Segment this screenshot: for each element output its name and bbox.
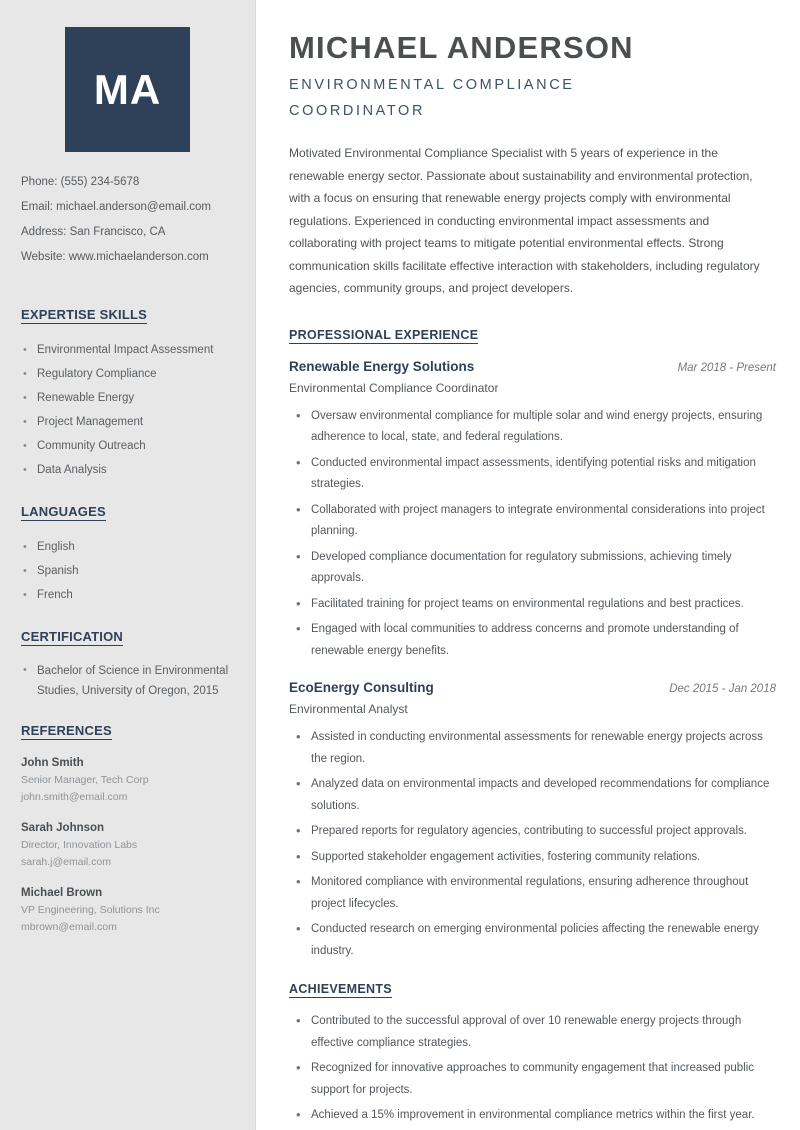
list-item: • Analyzed data on environmental impacts and developed recommendations for compliance solutions.: [289, 774, 776, 817]
job-company: EcoEnergy Consulting: [289, 680, 434, 695]
list-item: • English: [21, 535, 239, 559]
sidebar-sections: [21, 306, 239, 957]
job-company: Renewable Energy Solutions: [289, 358, 475, 374]
achievements-heading: ACHIEVEMENTS: [289, 982, 392, 996]
job-entry: [289, 357, 776, 663]
reference-item: [21, 884, 239, 936]
list-item: • Data Analysis: [21, 458, 239, 482]
job-role: Environmental Compliance Coordinator: [289, 380, 499, 395]
reference-item: [21, 754, 239, 806]
list-item: • Engaged with local communities to address concerns and promote understanding of renewable energy benefits.: [289, 619, 776, 662]
experience-heading: PROFESSIONAL EXPERIENCE: [289, 327, 479, 342]
references-section: [21, 722, 239, 936]
list-item: • Monitored compliance with environmental regulations, ensuring adherence throughout project lifecycles.: [289, 872, 776, 915]
contact-address: Address: San Francisco, CA: [21, 226, 166, 238]
expertise-skills-list: [21, 338, 239, 482]
references-heading: REFERENCES: [21, 723, 112, 738]
list-item: • Recognized for innovative approaches to community engagement that increased public support for projects.: [289, 1058, 776, 1101]
list-item: • Conducted research on emerging environmental policies affecting the renewable energy industry.: [289, 919, 776, 962]
list-item: • Developed compliance documentation for regulatory submissions, achieving timely approvals.: [289, 547, 776, 590]
list-item: • Prepared reports for regulatory agencies, contributing to successful project approvals.: [289, 821, 776, 843]
contact-website[interactable]: Website: www.michaelanderson.com: [21, 251, 209, 263]
list-item: • Conducted environmental impact assessments, identifying potential risks and mitigation strategies.: [289, 453, 776, 496]
languages-list: [21, 535, 239, 607]
job-bullet-list: [289, 727, 776, 962]
list-item: • Bachelor of Science in Environmental Studies, University of Oregon, 2015: [21, 660, 239, 701]
summary-paragraph: Motivated Environmental Compliance Specialist with 5 years of experience in the renewable energy sector. Passionate about sustainability and environmental protection, with a focus on ensuring that renewable energy projects comply with environmental regulations. Experienced in conducting environmental impact assessments and collaborating with project teams to mitigate potential environmental effects. Strong communication skills facilitate effective interaction with stakeholders, including regulatory agencies, community groups, and project developers.: [289, 146, 760, 295]
job-dates: Dec 2015 - Jan 2018: [669, 683, 776, 695]
reference-role: Senior Manager, Tech Corp: [21, 774, 149, 786]
certification-list: [21, 660, 239, 701]
job-role: Environmental Analyst: [289, 702, 408, 716]
list-item: • Renewable Energy: [21, 386, 239, 410]
list-item: • Spanish: [21, 559, 239, 583]
professional-title: ENVIRONMENTAL COMPLIANCE COORDINATOR: [289, 77, 575, 119]
list-item: • Regulatory Compliance: [21, 362, 239, 386]
job-bullet-list: [289, 406, 776, 663]
reference-name: John Smith: [21, 757, 84, 769]
avatar: [65, 27, 190, 152]
achievements-section: [289, 980, 776, 1127]
job-header-row: [289, 357, 776, 378]
reference-item: [21, 819, 239, 871]
expertise-skills-section: [21, 306, 239, 482]
list-item: • Facilitated training for project teams on environmental regulations and best practices.: [289, 594, 776, 616]
reference-name: Sarah Johnson: [21, 822, 105, 834]
reference-role: VP Engineering, Solutions Inc: [21, 904, 160, 916]
experience-section: [289, 326, 776, 963]
list-item: • Collaborated with project managers to integrate environmental considerations into project planning.: [289, 500, 776, 543]
certification-heading: CERTIFICATION: [21, 629, 124, 644]
job-entry: [289, 678, 776, 962]
list-item: • Environmental Impact Assessment: [21, 338, 239, 362]
main-content: [257, 0, 800, 1130]
list-item: • Oversaw environmental compliance for multiple solar and wind energy projects, ensuring adherence to local, state, and federal regulations.: [289, 406, 776, 449]
list-item: • Project Management: [21, 410, 239, 434]
list-item: • Community Outreach: [21, 434, 239, 458]
achievements-list: [289, 1011, 776, 1127]
page-title: MICHAEL ANDERSON: [289, 30, 634, 65]
reference-role: Director, Innovation Labs: [21, 839, 138, 851]
contact-phone: Phone: (555) 234-5678: [21, 176, 140, 188]
contact-email[interactable]: Email: michael.anderson@email.com: [21, 201, 211, 213]
list-item: • Contributed to the successful approval of over 10 renewable energy projects through effective compliance strategies.: [289, 1011, 776, 1054]
languages-section: [21, 503, 239, 607]
expertise-skills-heading: EXPERTISE SKILLS: [21, 307, 148, 322]
list-item: • Supported stakeholder engagement activities, fostering community relations.: [289, 847, 776, 869]
reference-email[interactable]: john.smith@email.com: [21, 791, 128, 803]
list-item: • French: [21, 583, 239, 607]
avatar-initials: MA: [93, 65, 162, 113]
job-header-row: [289, 678, 776, 699]
contact-block: [21, 170, 241, 270]
sidebar: [0, 0, 256, 1130]
list-item: • Achieved a 15% improvement in environmental compliance metrics within the first year.: [289, 1105, 776, 1127]
job-dates: Mar 2018 - Present: [677, 361, 776, 374]
reference-email[interactable]: mbrown@email.com: [21, 921, 117, 933]
list-item: • Assisted in conducting environmental assessments for renewable energy projects across the region.: [289, 727, 776, 770]
reference-email[interactable]: sarah.j@email.com: [21, 856, 112, 868]
certification-section: [21, 628, 239, 701]
languages-heading: LANGUAGES: [21, 504, 106, 519]
reference-name: Michael Brown: [21, 887, 103, 899]
